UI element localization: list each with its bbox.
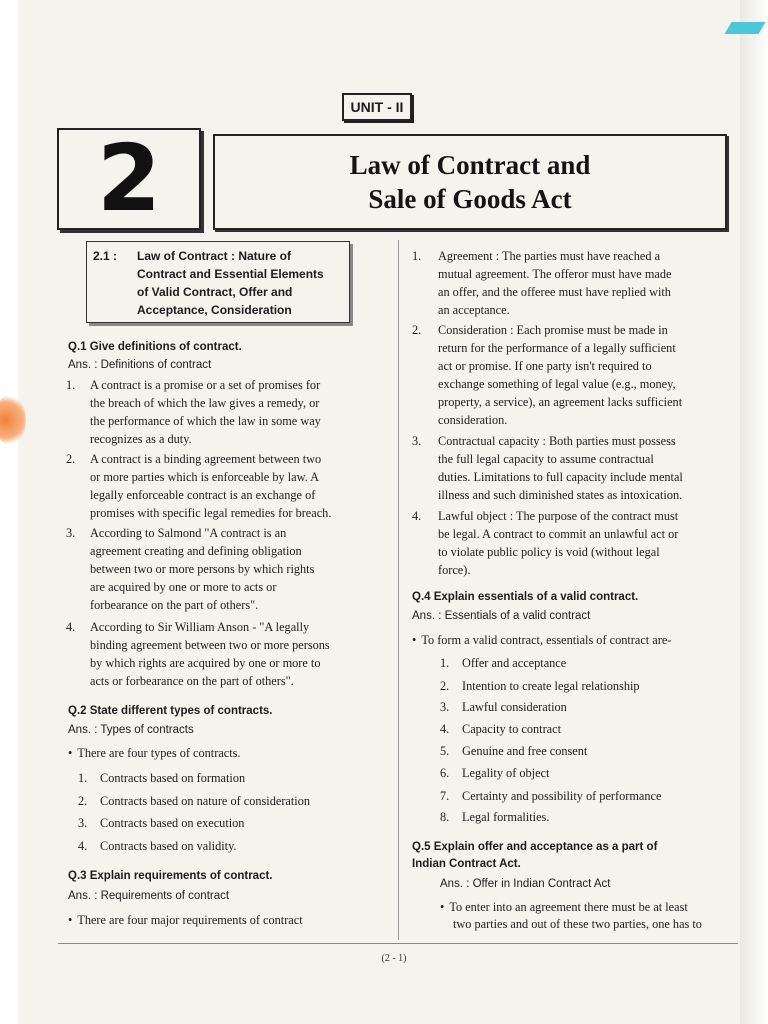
point-number: 3.	[66, 526, 76, 540]
point-text: Legality of object	[462, 766, 550, 780]
q1-answer: Ans. : Definitions of contract	[68, 359, 212, 371]
point-text: Legal formalities.	[462, 810, 550, 824]
point-number: 3.	[412, 434, 422, 448]
point-line: are acquired by one or more to acts or	[90, 580, 277, 594]
point-line: According to Salmond "A contract is an	[90, 526, 287, 540]
point-line: agreement creating and defining obligation	[90, 544, 302, 558]
point-line: forbearance on the part of others".	[90, 598, 259, 612]
q5-question-line-1: Q.5 Explain offer and acceptance as a part of	[412, 841, 658, 853]
point-line: an offer, and the offeree must have replied with	[438, 285, 671, 299]
point-line: exchange something of legal value (e.g., money,	[438, 377, 676, 391]
q5-answer: Ans. : Offer in Indian Contract Act	[440, 878, 611, 890]
q3-answer: Ans. : Requirements of contract	[68, 890, 230, 902]
unit-label: UNIT - II	[342, 93, 412, 121]
chapter-title-box	[213, 134, 727, 230]
point-line: or more parties which is enforceable by law. A	[90, 470, 320, 484]
point-text: Contracts based on execution	[100, 816, 245, 830]
point-text: Offer and acceptance	[462, 656, 567, 670]
point-text: Contracts based on validity.	[100, 839, 237, 853]
point-number: 2.	[78, 794, 88, 808]
column-divider	[398, 240, 399, 940]
point-text: Contracts based on formation	[100, 771, 246, 785]
q3-question: Q.3 Explain requirements of contract.	[68, 870, 273, 882]
point-line: the breach of which the law gives a remedy, or	[90, 396, 320, 410]
section-title-line: Acceptance, Consideration	[137, 303, 292, 317]
point-number: 4.	[78, 839, 88, 853]
point-line: to violate public policy is void (without legal	[438, 545, 660, 559]
point-line: A contract is a binding agreement between two	[90, 452, 322, 466]
point-line: Lawful object : The purpose of the contract must	[438, 509, 679, 523]
point-number: 4.	[412, 509, 422, 523]
point-line: Consideration : Each promise must be made in	[438, 323, 668, 337]
section-title-line: of Valid Contract, Offer and	[137, 285, 293, 299]
chapter-number-box	[57, 125, 201, 232]
point-text: Contracts based on nature of consideration	[100, 794, 311, 808]
point-text: Lawful consideration	[462, 700, 567, 714]
point-number: 1.	[66, 378, 76, 392]
point-line: property, a service), an agreement lacks sufficient	[438, 395, 683, 409]
point-number: 4.	[440, 722, 450, 736]
point-line: recognizes as a duty.	[90, 432, 192, 446]
footer-rule	[58, 943, 738, 944]
point-line: acts or forbearance on the part of others".	[90, 674, 294, 688]
point-line: force).	[438, 563, 471, 577]
q5-intro-line-1: • To enter into an agreement there must be at least	[440, 898, 688, 916]
q3-intro: • There are four major requirements of contract	[68, 911, 303, 929]
point-number: 2.	[412, 323, 422, 337]
point-line: According to Sir William Anson - "A legally	[90, 620, 310, 634]
section-title-line: Law of Contract : Nature of	[137, 249, 292, 263]
point-number: 3.	[440, 700, 450, 714]
point-line: mutual agreement. The offeror must have made	[438, 267, 672, 281]
point-line: legally enforceable contract is an exchange of	[90, 488, 316, 502]
q5-intro-line-2: two parties and out of these two parties, one has to	[453, 917, 702, 931]
point-number: 6.	[440, 766, 450, 780]
point-number: 2.	[440, 679, 450, 693]
section-title-line: Contract and Essential Elements	[137, 267, 324, 281]
q2-answer: Ans. : Types of contracts	[68, 724, 194, 736]
point-text: Capacity to contract	[462, 722, 562, 736]
q4-answer: Ans. : Essentials of a valid contract	[412, 610, 591, 622]
point-line: Contractual capacity : Both parties must possess	[438, 434, 676, 448]
q2-question: Q.2 State different types of contracts.	[68, 705, 273, 717]
point-line: the performance of which the law in some way	[90, 414, 321, 428]
point-line: between two or more persons by which rights	[90, 562, 315, 576]
q1-question: Q.1 Give definitions of contract.	[68, 341, 242, 353]
point-line: consideration.	[438, 413, 508, 427]
point-line: duties. Limitations to full capacity include mental	[438, 470, 683, 484]
point-number: 4.	[66, 620, 76, 634]
point-number: 1.	[440, 656, 450, 670]
section-number: 2.1 :	[93, 249, 118, 263]
point-number: 2.	[66, 452, 76, 466]
corner-tab-mark	[725, 22, 766, 34]
q2-intro: • There are four types of contracts.	[68, 744, 241, 762]
chapter-title-line-2: Sale of Goods Act	[368, 184, 572, 214]
page-number: (2 - 1)	[381, 953, 407, 964]
point-line: return for the performance of a legally sufficient	[438, 341, 676, 355]
point-line: be legal. A contract to commit an unlawful act or	[438, 527, 679, 541]
point-number: 5.	[440, 744, 450, 758]
point-line: binding agreement between two or more persons	[90, 638, 330, 652]
section-title	[137, 247, 347, 319]
point-text: Genuine and free consent	[462, 744, 588, 758]
q4-intro: • To form a valid contract, essentials of contract are-	[412, 631, 671, 649]
page-edge	[740, 0, 768, 1024]
point-line: an acceptance.	[438, 303, 510, 317]
q4-question: Q.4 Explain essentials of a valid contract.	[412, 591, 639, 603]
point-text: Certainty and possibility of performance	[462, 789, 662, 803]
point-line: the full legal capacity to assume contractual	[438, 452, 654, 466]
point-line: act or promise. If one party isn't required to	[438, 359, 652, 373]
point-line: illness and such diminished states as intoxication.	[438, 488, 683, 502]
point-line: Agreement : The parties must have reached a	[438, 249, 661, 263]
point-line: by which rights are acquired by one or more to	[90, 656, 321, 670]
chapter-number: 2	[96, 125, 161, 232]
point-number: 1.	[78, 771, 88, 785]
chapter-title-line-1: Law of Contract and	[349, 150, 591, 180]
section-heading-box	[86, 241, 350, 323]
point-number: 7.	[440, 789, 450, 803]
point-line: promises with specific legal remedies for breach.	[90, 506, 332, 520]
point-number: 1.	[412, 249, 422, 263]
q5-question-line-2: Indian Contract Act.	[412, 858, 521, 870]
point-text: Intention to create legal relationship	[462, 679, 640, 693]
point-number: 3.	[78, 816, 88, 830]
point-line: A contract is a promise or a set of promises for	[90, 378, 321, 392]
point-number: 8.	[440, 810, 450, 824]
